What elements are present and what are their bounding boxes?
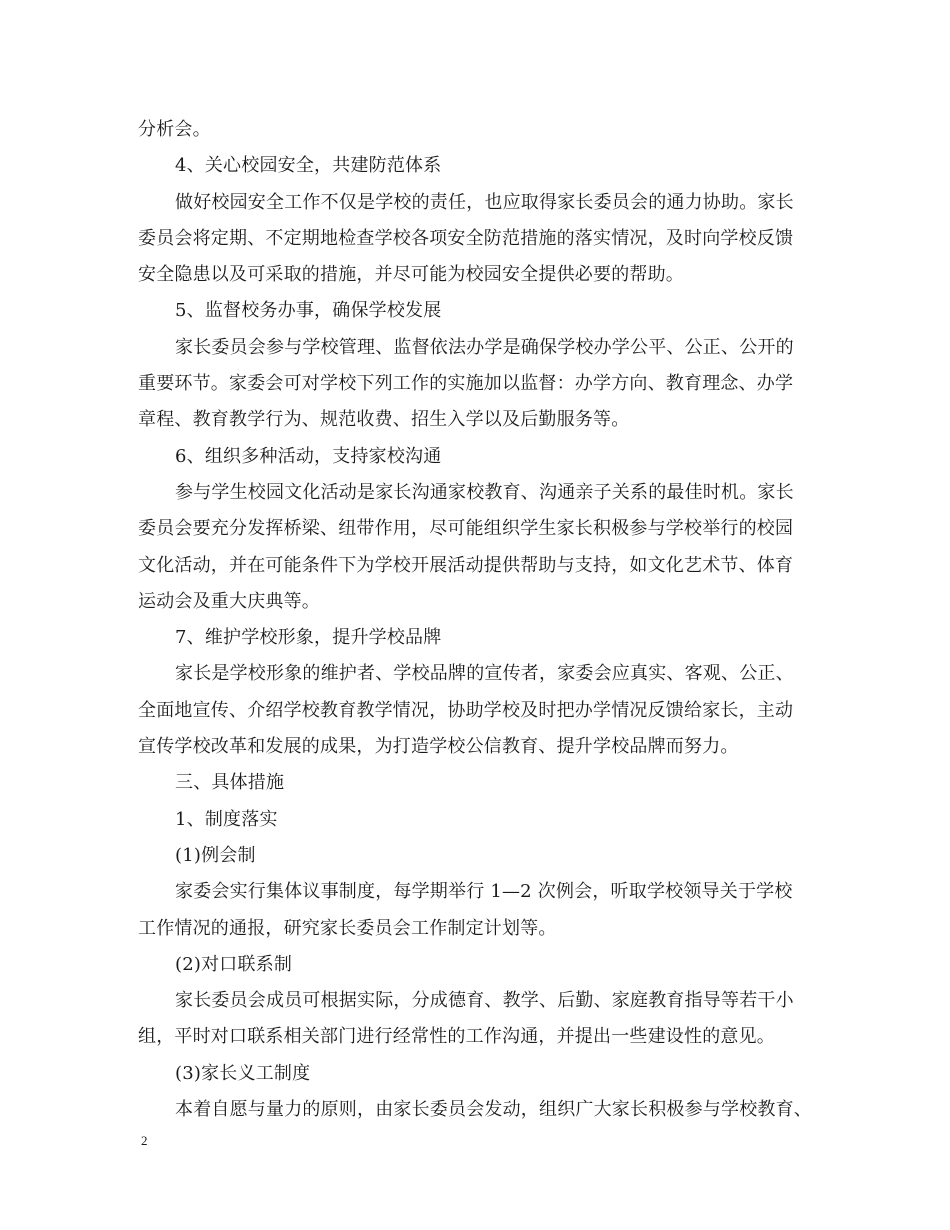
text-line: 做好校园安全工作不仅是学校的责任，也应取得家长委员会的通力协助。家长: [175, 191, 794, 213]
text-line: 7、维护学校形象，提升学校品牌: [175, 627, 442, 649]
text-line: 委员会要充分发挥桥梁、纽带作用，尽可能组织学生家长积极参与学校举行的校园: [138, 518, 794, 540]
text-line: 本着自愿与量力的原则，由家长委员会发动，组织广大家长积极参与学校教育、: [175, 1099, 812, 1121]
text-line: 工作情况的通报，研究家长委员会工作制定计划等。: [138, 917, 557, 939]
text-line: 宣传学校改革和发展的成果，为打造学校公信教育、提升学校品牌而努力。: [138, 736, 739, 758]
text-line: 安全隐患以及可采取的措施，并尽可能为校园安全提供必要的帮助。: [138, 264, 684, 286]
document-body: [138, 112, 818, 1128]
text-line: 组，平时对口联系相关部门进行经常性的工作沟通，并提出一些建设性的意见。: [138, 1026, 775, 1048]
text-line: 章程、教育教学行为、规范收费、招生入学以及后勤服务等。: [138, 409, 630, 431]
text-line: 重要环节。家委会可对学校下列工作的实施加以监督：办学方向、教育理念、办学: [138, 373, 794, 395]
text-line: 1、制度落实: [175, 808, 278, 830]
text-line: 家长委员会参与学校管理、监督依法办学是确保学校办学公平、公正、公开的: [175, 336, 794, 358]
text-line: 家长是学校形象的维护者、学校品牌的宣传者，家委会应真实、客观、公正、: [175, 663, 794, 685]
text-line: 分析会。: [138, 119, 211, 140]
text-line: 参与学生校园文化活动是家长沟通家校教育、沟通亲子关系的最佳时机。家长: [175, 481, 794, 503]
text-line: 文化活动，并在可能条件下为学校开展活动提供帮助与支持，如文化艺术节、体育: [138, 554, 794, 576]
text-line: 三、具体措施: [175, 772, 285, 794]
text-line: 家委会实行集体议事制度，每学期举行 1—2 次例会，听取学校领导关于学校: [175, 881, 793, 903]
page-number: 2: [141, 1133, 148, 1148]
text-line: (2)对口联系制: [175, 953, 293, 975]
text-line: 家长委员会成员可根据实际，分成德育、教学、后勤、家庭教育指导等若干小: [175, 990, 794, 1012]
text-line: (1)例会制: [175, 844, 256, 866]
text-line: (3)家长义工制度: [175, 1062, 311, 1084]
text-line: 5、监督校务办事，确保学校发展: [175, 300, 442, 322]
text-line: 6、组织多种活动，支持家校沟通: [175, 445, 442, 467]
text-line: 全面地宣传、介绍学校教育教学情况，协助学校及时把办学情况反馈给家长，主动: [138, 699, 794, 721]
text-line: 委员会将定期、不定期地检查学校各项安全防范措施的落实情况，及时向学校反馈: [138, 227, 794, 249]
text-line: 运动会及重大庆典等。: [138, 590, 320, 612]
text-line: 4、关心校园安全，共建防范体系: [175, 155, 442, 177]
